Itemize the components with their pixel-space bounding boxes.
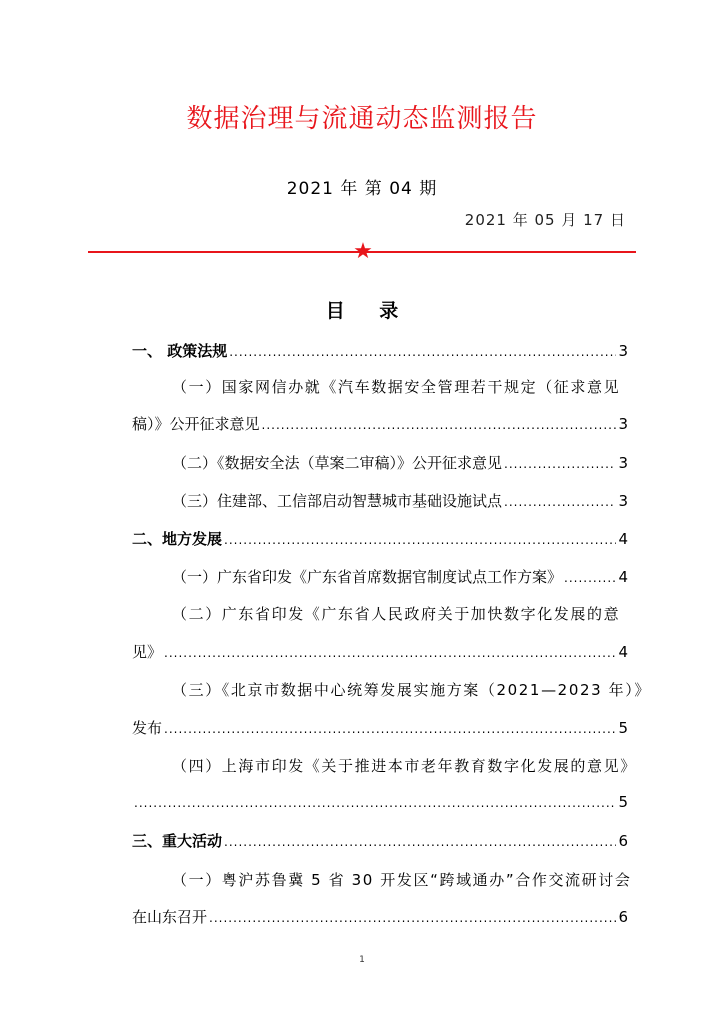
toc-entry-label: 二、地方发展: [132, 530, 223, 548]
toc-entry-page: 3: [618, 415, 628, 433]
toc-entry-2-3[interactable]: [132, 717, 628, 738]
leader-dots: [564, 571, 616, 585]
toc-entry-label: 在山东召开: [132, 908, 208, 926]
toc-entry-line1: （四）上海市印发《关于推进本市老年教育数字化发展的意见》: [172, 757, 637, 775]
toc-entry-2-1[interactable]: [172, 566, 628, 587]
leader-dots: [224, 533, 616, 547]
page-number: 1: [359, 955, 365, 965]
toc-entry-1-3[interactable]: [172, 490, 628, 511]
star-icon: ★: [353, 239, 373, 264]
toc-entry-section-2[interactable]: [132, 528, 628, 549]
toc-entry-page: 6: [618, 832, 628, 850]
report-date: 2021 年 05 月 17 日: [464, 211, 626, 229]
leader-dots: [224, 835, 616, 849]
report-title: 数据治理与流通动态监测报告: [186, 104, 538, 134]
toc-entry-label: 见》: [132, 643, 163, 661]
toc-entry-line1: （一）粤沪苏鲁冀 5 省 30 开发区“跨域通办”合作交流研讨会: [172, 871, 632, 889]
leader-dots: [164, 646, 616, 660]
toc-entry-2-4[interactable]: [132, 793, 628, 811]
toc-entry-label: 稿）》公开征求意见: [132, 415, 260, 433]
leader-dots: [164, 722, 616, 736]
toc-entry-page: 5: [618, 719, 628, 737]
toc-heading: 目 录: [325, 300, 413, 322]
toc-entry-1-1[interactable]: [132, 413, 628, 434]
toc-entry-section-1[interactable]: [132, 340, 628, 361]
toc-entry-page: 3: [618, 454, 628, 472]
toc-entry-label: 一、 政策法规: [132, 342, 228, 360]
toc-entry-page: 3: [618, 342, 628, 360]
leader-dots: [504, 495, 616, 509]
toc-entry-page: 4: [618, 530, 628, 548]
toc-entry-page: 4: [618, 643, 628, 661]
toc-entry-label: 三、重大活动: [132, 832, 223, 850]
toc-entry-line1: （一）国家网信办就《汽车数据安全管理若干规定（征求意见: [172, 378, 621, 396]
leader-dots: [209, 911, 616, 925]
toc-entry-label: （二）《数据安全法（草案二审稿）》公开征求意见: [172, 454, 503, 472]
toc-entry-line1: （二）广东省印发《广东省人民政府关于加快数字化发展的意: [172, 605, 621, 623]
toc-entry-section-3[interactable]: [132, 830, 628, 851]
leader-dots: [504, 457, 616, 471]
toc-entry-page: 5: [618, 793, 628, 811]
issue-number: 2021 年 第 04 期: [286, 179, 438, 199]
toc-entry-2-2[interactable]: [132, 641, 628, 662]
toc-entry-label: （三）住建部、工信部启动智慧城市基础设施试点: [172, 492, 503, 510]
leader-dots: [229, 345, 616, 359]
toc-entry-page: 4: [618, 568, 628, 586]
leader-dots: [262, 418, 617, 432]
toc-entry-1-2[interactable]: [172, 452, 628, 473]
toc-entry-page: 3: [618, 492, 628, 510]
toc-entry-label: （一）广东省印发《广东省首席数据官制度试点工作方案》: [172, 568, 563, 586]
toc-entry-page: 6: [618, 908, 628, 926]
toc-entry-label: 发布: [132, 719, 163, 737]
leader-dots: [134, 796, 616, 810]
toc-entry-line1: （三）《北京市数据中心统筹发展实施方案（2021—2023 年）》: [172, 681, 651, 699]
toc-entry-3-1[interactable]: [132, 906, 628, 927]
